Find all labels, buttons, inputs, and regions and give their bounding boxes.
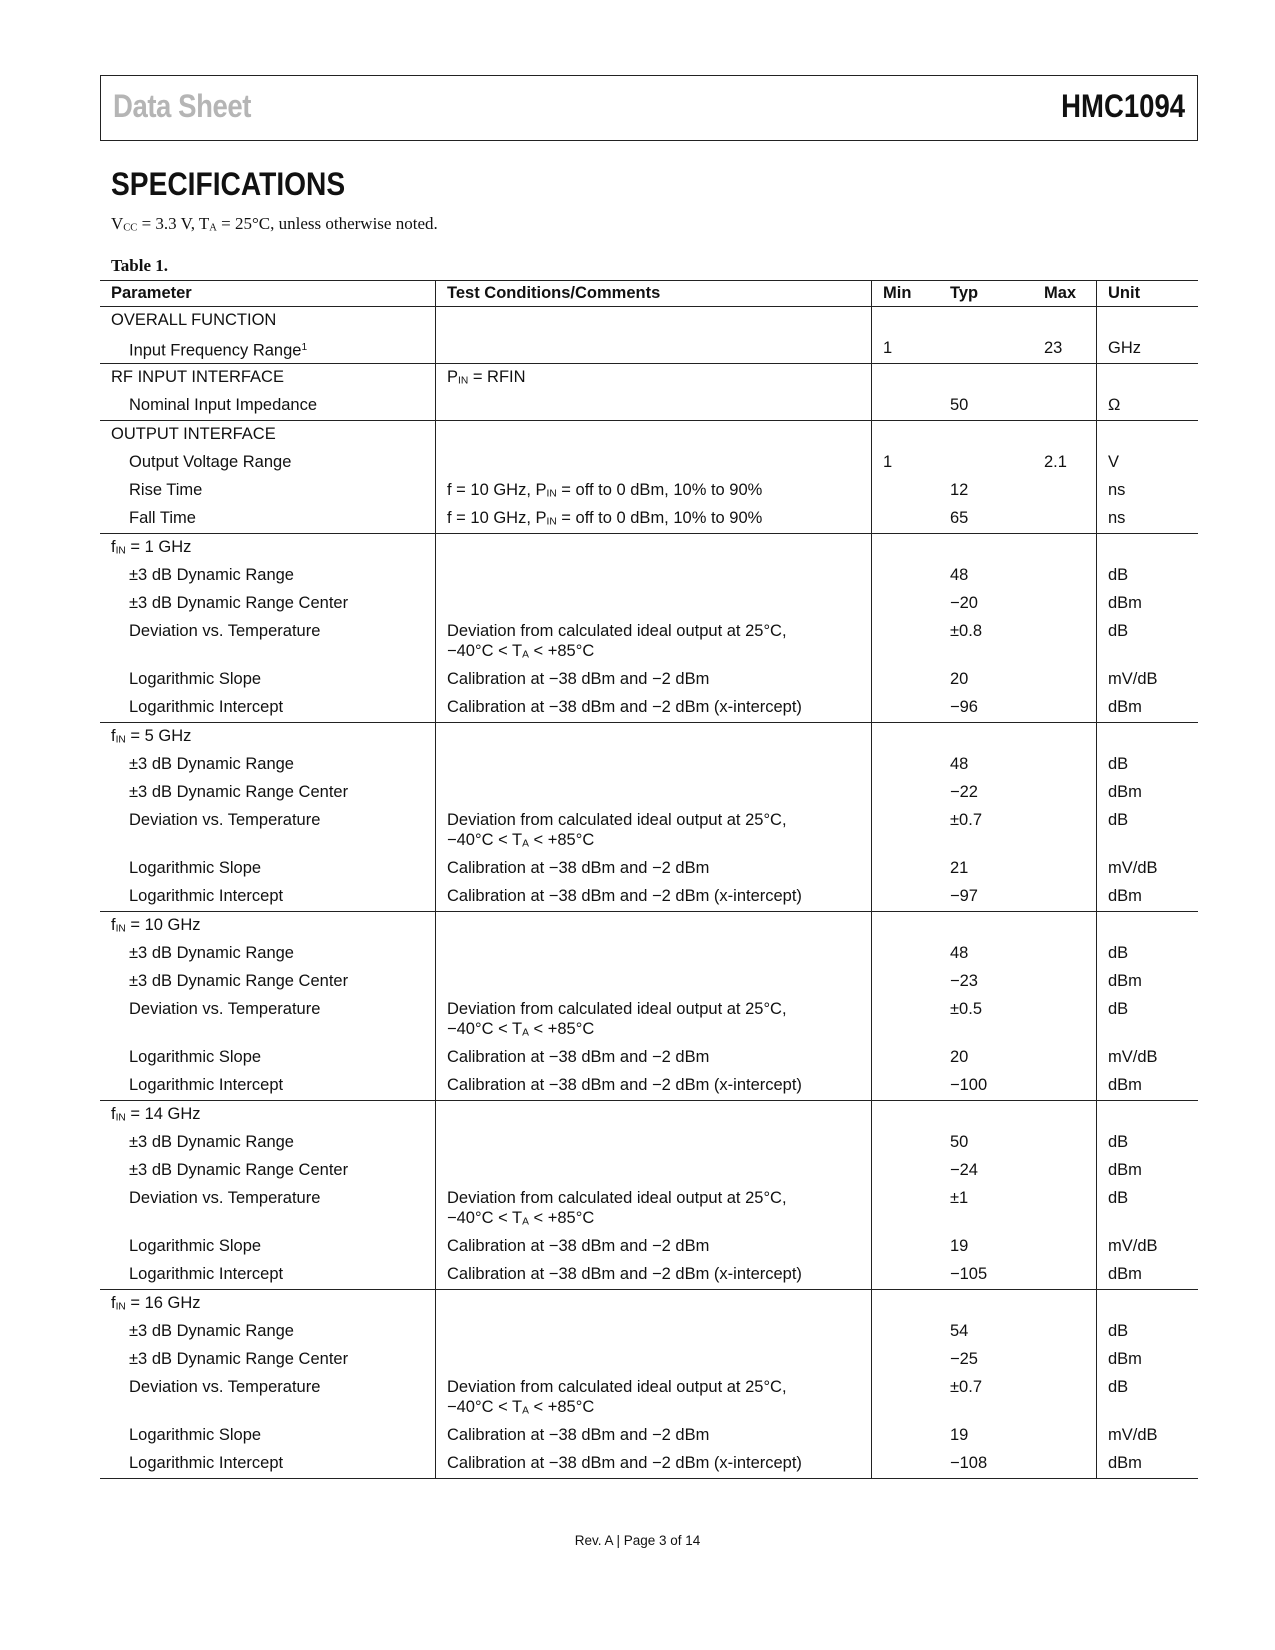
unit-value: dB <box>1097 1185 1199 1233</box>
table-row <box>100 723 1198 752</box>
typ-value: −105 <box>939 1261 1033 1290</box>
min-value: 1 <box>872 335 940 364</box>
group-heading: $f_{IN} = 16$ GHz <box>111 1294 201 1313</box>
page-footer: Rev. A | Page 3 of 14 <box>574 1533 701 1548</box>
table-row <box>100 1261 1198 1290</box>
group-heading: OVERALL FUNCTION <box>111 311 277 329</box>
table-row <box>100 1185 1198 1233</box>
unit-value: mV/dB <box>1097 1044 1199 1072</box>
condition-text: Deviation from calculated ideal output at 25°C, $-40^\circ C < T_A < +85^\circ C$ <box>436 996 872 1044</box>
unit-value: dBm <box>1097 968 1199 996</box>
table-row <box>100 1374 1198 1422</box>
param-label: Rise Time <box>129 481 203 499</box>
param-label: Deviation vs. Temperature <box>129 1189 321 1207</box>
col-max: Max <box>1033 281 1097 307</box>
param-label: Deviation vs. Temperature <box>129 1378 321 1396</box>
table-row <box>100 855 1198 883</box>
param-label: ±3 dB Dynamic Range <box>129 944 294 962</box>
typ-value: −97 <box>939 883 1033 912</box>
unit-value: ns <box>1097 505 1199 534</box>
unit-value: dBm <box>1097 1072 1199 1101</box>
table-row <box>100 1101 1198 1130</box>
typ-value: 12 <box>950 481 969 499</box>
col-parameter: Parameter <box>100 281 436 307</box>
col-conditions: Test Conditions/Comments <box>436 281 872 307</box>
condition-text: Calibration at −38 dBm and −2 dBm (x-intercept) <box>436 1261 872 1290</box>
typ-value: 19 <box>950 1426 969 1444</box>
table-caption: Table 1. <box>111 256 169 275</box>
condition-text: f = 10 GHz, $P_{IN}$ = off to 0 dBm, 10% to 90% <box>436 477 872 505</box>
table-row <box>100 307 1198 336</box>
condition-text: Deviation from calculated ideal output at 25°C, $-40^\circ C < T_A < +85^\circ C$ <box>436 807 872 855</box>
unit-value: GHz <box>1097 335 1199 364</box>
param-label: ±3 dB Dynamic Range Center <box>129 1350 349 1368</box>
table-row <box>100 779 1198 807</box>
table-row <box>100 562 1198 590</box>
unit-value: dBm <box>1097 1346 1199 1374</box>
unit-value: mV/dB <box>1097 1233 1199 1261</box>
param-label: Logarithmic Intercept <box>100 1072 436 1101</box>
unit-value: ns <box>1097 477 1199 505</box>
table-row <box>100 477 1198 505</box>
specifications-table <box>100 280 1198 1479</box>
param-label: ±3 dB Dynamic Range <box>129 1133 294 1151</box>
table-row <box>100 1129 1198 1157</box>
group-heading: RF INPUT INTERFACE <box>111 368 284 386</box>
unit-value: dB <box>1097 1374 1199 1422</box>
section-title: SPECIFICATIONS <box>111 166 346 202</box>
typ-value: −22 <box>950 783 978 801</box>
table-row <box>100 940 1198 968</box>
typ-value: 21 <box>950 859 969 877</box>
param-label: Nominal Input Impedance <box>100 392 436 421</box>
param-label: Logarithmic Intercept <box>100 883 436 912</box>
test-conditions-note: $V_{CC} = 3.3$ V, $T_A = 25^\circ C$, unless otherwise noted. <box>111 214 438 234</box>
typ-value: 50 <box>939 392 1033 421</box>
typ-value: 19 <box>950 1237 969 1255</box>
table-row <box>100 590 1198 618</box>
param-label: ±3 dB Dynamic Range Center <box>129 783 349 801</box>
typ-value: −100 <box>939 1072 1033 1101</box>
group-heading: OUTPUT INTERFACE <box>111 425 276 443</box>
param-label: ±3 dB Dynamic Range <box>129 1322 294 1340</box>
param-label: Input Frequency Range$^1$ <box>100 335 436 364</box>
table-row <box>100 364 1198 393</box>
condition-text: $P_{IN}$ = RFIN <box>436 364 872 393</box>
table-row <box>100 392 1198 421</box>
max-value: 2.1 <box>1044 453 1067 471</box>
condition-text: f = 10 GHz, $P_{IN}$ = off to 0 dBm, 10% to 90% <box>436 505 872 534</box>
table-row <box>100 335 1198 364</box>
param-label: ±3 dB Dynamic Range Center <box>129 594 349 612</box>
group-heading: $f_{IN} = 1$ GHz <box>111 538 192 557</box>
table-row <box>100 912 1198 941</box>
condition-text: Calibration at −38 dBm and −2 dBm (x-intercept) <box>436 694 872 723</box>
table-row <box>100 1450 1198 1479</box>
typ-value: ±0.8 <box>950 622 982 640</box>
condition-text: Deviation from calculated ideal output at 25°C, $-40^\circ C < T_A < +85^\circ C$ <box>436 1185 872 1233</box>
unit-value: dBm <box>1097 590 1199 618</box>
typ-value: −25 <box>950 1350 978 1368</box>
typ-value: 48 <box>950 566 969 584</box>
param-label: Logarithmic Slope <box>129 1237 262 1255</box>
param-label: ±3 dB Dynamic Range <box>129 566 294 584</box>
param-label: Logarithmic Intercept <box>100 694 436 723</box>
unit-value: dB <box>1097 996 1199 1044</box>
header-part-number: HMC1094 <box>1061 88 1185 124</box>
table-row <box>100 505 1198 534</box>
unit-value: dBm <box>1097 1450 1199 1479</box>
param-label: Logarithmic Intercept <box>100 1450 436 1479</box>
condition-text: Calibration at −38 dBm and −2 dBm <box>436 1422 872 1450</box>
table-row <box>100 618 1198 666</box>
group-heading: $f_{IN} = 10$ GHz <box>111 916 201 935</box>
typ-value: 65 <box>939 505 1033 534</box>
condition-text: Calibration at −38 dBm and −2 dBm (x-intercept) <box>436 1072 872 1101</box>
col-min: Min <box>872 281 940 307</box>
table-row <box>100 1157 1198 1185</box>
unit-value: dB <box>1097 1129 1199 1157</box>
unit-value: Ω <box>1097 392 1199 421</box>
param-label: Output Voltage Range <box>129 453 292 471</box>
unit-value: dB <box>1097 940 1199 968</box>
typ-value: 20 <box>950 670 969 688</box>
param-label: Deviation vs. Temperature <box>129 811 321 829</box>
table-row <box>100 666 1198 694</box>
table-row <box>100 1422 1198 1450</box>
table-row <box>100 449 1198 477</box>
param-label: Logarithmic Intercept <box>100 1261 436 1290</box>
condition-text: Calibration at −38 dBm and −2 dBm <box>436 1044 872 1072</box>
param-label: Logarithmic Slope <box>129 670 262 688</box>
table-row <box>100 694 1198 723</box>
unit-value: dBm <box>1097 694 1199 723</box>
param-label: Deviation vs. Temperature <box>129 1000 321 1018</box>
table-row <box>100 1346 1198 1374</box>
table-row <box>100 996 1198 1044</box>
unit-value: V <box>1097 449 1199 477</box>
typ-value: ±1 <box>950 1189 969 1207</box>
unit-value: mV/dB <box>1097 1422 1199 1450</box>
param-label: ±3 dB Dynamic Range Center <box>129 1161 349 1179</box>
group-heading: $f_{IN} = 14$ GHz <box>111 1105 201 1124</box>
condition-text: Calibration at −38 dBm and −2 dBm (x-intercept) <box>436 1450 872 1479</box>
unit-value: mV/dB <box>1097 666 1199 694</box>
group-heading: $f_{IN} = 5$ GHz <box>111 727 192 746</box>
typ-value: −20 <box>950 594 978 612</box>
typ-value: −23 <box>950 972 978 990</box>
max-value: 23 <box>1033 335 1097 364</box>
col-typ: Typ <box>939 281 1033 307</box>
table-row <box>100 1318 1198 1346</box>
table-row <box>100 534 1198 563</box>
table-row <box>100 1290 1198 1319</box>
param-label: Logarithmic Slope <box>129 859 262 877</box>
param-label: ±3 dB Dynamic Range Center <box>129 972 349 990</box>
condition-text: Deviation from calculated ideal output at 25°C, $-40^\circ C < T_A < +85^\circ C$ <box>436 618 872 666</box>
table-row <box>100 751 1198 779</box>
unit-value: dB <box>1097 751 1199 779</box>
unit-value: dBm <box>1097 883 1199 912</box>
condition-text: Calibration at −38 dBm and −2 dBm <box>436 666 872 694</box>
table-row <box>100 1072 1198 1101</box>
typ-value: ±0.7 <box>950 1378 982 1396</box>
typ-value: −108 <box>939 1450 1033 1479</box>
col-unit: Unit <box>1097 281 1199 307</box>
unit-value: dB <box>1097 562 1199 590</box>
typ-value: 48 <box>950 944 969 962</box>
param-label: Deviation vs. Temperature <box>129 622 321 640</box>
min-value: 1 <box>872 449 940 477</box>
table-row <box>100 1233 1198 1261</box>
unit-value: dBm <box>1097 779 1199 807</box>
table-row <box>100 968 1198 996</box>
typ-value: −24 <box>950 1161 978 1179</box>
condition-text: Calibration at −38 dBm and −2 dBm (x-intercept) <box>436 883 872 912</box>
typ-value: −96 <box>939 694 1033 723</box>
page-header <box>100 75 1198 141</box>
table-row <box>100 807 1198 855</box>
table-row <box>100 883 1198 912</box>
unit-value: dB <box>1097 618 1199 666</box>
param-label: ±3 dB Dynamic Range <box>129 755 294 773</box>
typ-value: ±0.5 <box>950 1000 982 1018</box>
typ-value: 50 <box>950 1133 969 1151</box>
unit-value: dB <box>1097 1318 1199 1346</box>
unit-value: dBm <box>1097 1157 1199 1185</box>
unit-value: mV/dB <box>1097 855 1199 883</box>
condition-text: Calibration at −38 dBm and −2 dBm <box>436 855 872 883</box>
table-row <box>100 1044 1198 1072</box>
unit-value: dBm <box>1097 1261 1199 1290</box>
typ-value: 54 <box>950 1322 969 1340</box>
table-row <box>100 421 1198 450</box>
param-label: Logarithmic Slope <box>129 1048 262 1066</box>
typ-value: 48 <box>950 755 969 773</box>
typ-value: ±0.7 <box>950 811 982 829</box>
condition-text: Deviation from calculated ideal output at 25°C, $-40^\circ C < T_A < +85^\circ C$ <box>436 1374 872 1422</box>
param-label: Fall Time <box>100 505 436 534</box>
condition-text: Calibration at −38 dBm and −2 dBm <box>436 1233 872 1261</box>
param-label: Logarithmic Slope <box>129 1426 262 1444</box>
unit-value: dB <box>1097 807 1199 855</box>
table-header-row <box>100 281 1198 307</box>
header-doc-type: Data Sheet <box>113 88 251 124</box>
typ-value: 20 <box>950 1048 969 1066</box>
